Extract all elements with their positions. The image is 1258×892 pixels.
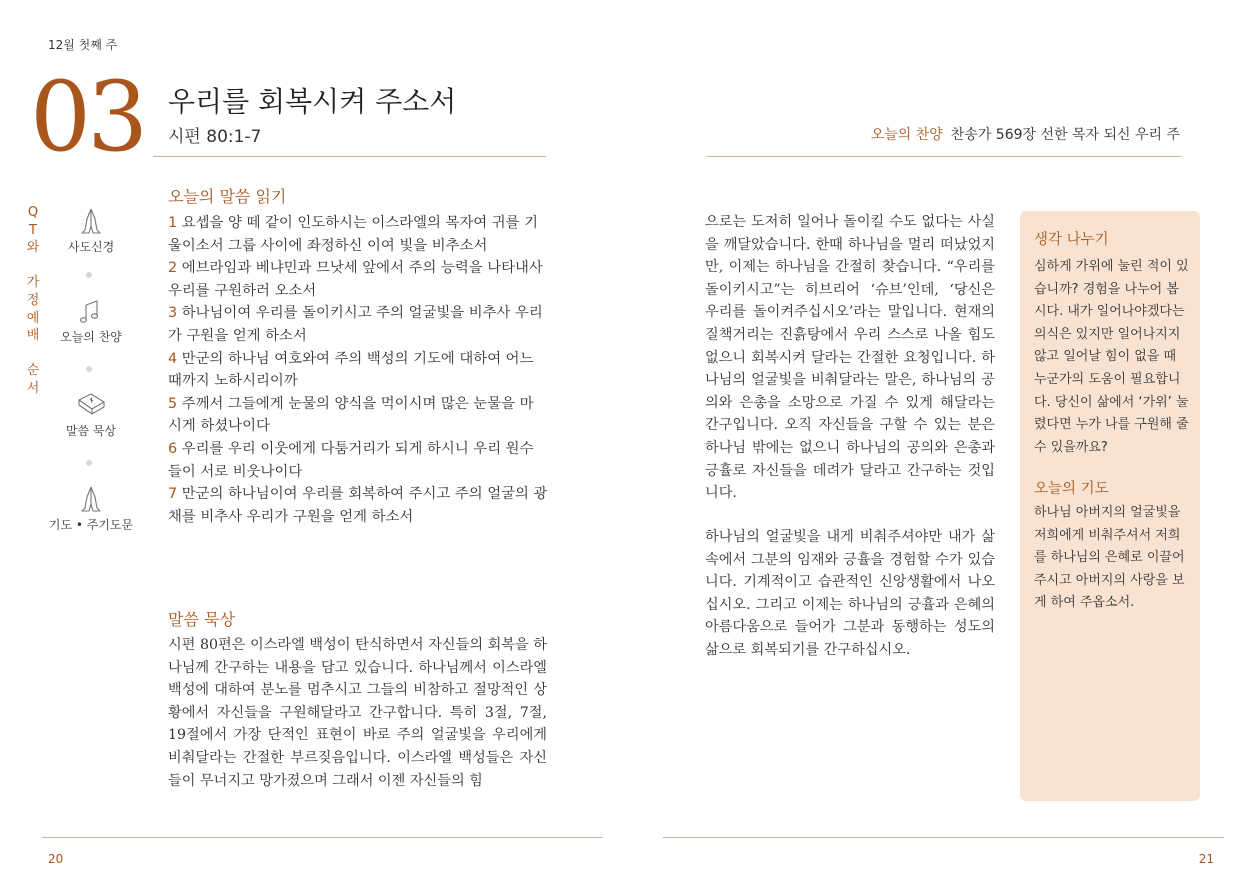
sharing-heading: 생각 나누기 — [1034, 232, 1109, 248]
verse-line: 2 에브라임과 베냐민과 므낫세 앞에서 주의 능력을 나타내사 — [168, 260, 543, 277]
reading-heading: 오늘의 말씀 읽기 — [168, 187, 287, 206]
verse-list — [168, 212, 548, 528]
verse-line: 5 주께서 그들에게 눈물의 양식을 먹이시며 많은 눈물을 마 — [168, 395, 534, 412]
verse-line: 들이 서로 비웃나이다 — [168, 463, 303, 480]
verse-line: 7 만군의 하나님이여 우리를 회복하여 주시고 주의 얼굴의 광 — [168, 486, 548, 503]
meditation-heading: 말씀 묵상 — [168, 610, 235, 629]
day-number: 03 — [30, 61, 145, 173]
sidebar-dot — [86, 272, 92, 278]
sidebar-dot — [86, 366, 92, 372]
verse-line: 가 구원을 얻게 하소서 — [168, 327, 307, 344]
sidebar-item-prayer — [46, 484, 136, 533]
bible-icon — [75, 390, 107, 420]
hymn-label: 오늘의 찬양 — [870, 127, 943, 143]
hymn-line — [871, 124, 1180, 144]
footer-rule-right — [663, 837, 1224, 838]
verse-line: 4 만군의 하나님 여호와여 주의 백성의 기도에 대하여 어느 — [168, 350, 534, 367]
prayer-text: 하나님 아버지의 얼굴빛을 저희에게 비춰주셔서 저희를 하나님의 은혜로 이끌어 주시고 아버지의 사랑을 보게 하여 주옵소서. — [1034, 505, 1185, 611]
header-rule-left — [153, 156, 546, 157]
praying-hands-icon — [76, 206, 106, 236]
verse-line: 우리를 구원하러 오소서 — [168, 282, 317, 299]
sidebar-item-hymn — [46, 296, 136, 345]
prayer-heading: 오늘의 기도 — [1034, 481, 1109, 497]
page-title: 우리를 회복시켜 주소서 — [168, 85, 457, 118]
sidebar-item-meditation — [46, 390, 136, 439]
sidebar-item-label: 말씀 묵상 — [65, 424, 117, 438]
verse-line: 때까지 노하시리이까 — [168, 373, 298, 390]
vertical-label: Q T 와 가 정 예 배 순 서 — [26, 205, 40, 396]
footer-rule-left — [42, 837, 603, 838]
hymn-title: 찬송가 569장 선한 목자 되신 우리 주 — [950, 127, 1180, 143]
scripture-reference: 시편 80:1-7 — [168, 127, 262, 147]
verse-line: 6 우리를 우리 이웃에게 다툼거리가 되게 하시니 우리 원수 — [168, 440, 534, 457]
sidebar-dot — [86, 460, 92, 466]
sidebar-item-label: 사도신경 — [67, 240, 115, 254]
sharing-text: 심하게 가위에 눌린 적이 있습니까? 경험을 나누어 봅시다. 내가 일어나야겠다는 의식은 있지만 일어나지지 않고 일어날 힘이 없을 때 누군가의 도움이 필요합니다. 당신이 삶에서 ‘가위’ 눌렸다면 누가 나를 구원해 줄 수 있을까요? — [1034, 259, 1189, 455]
verse-line: 채를 비추사 우리가 구원을 얻게 하소서 — [168, 508, 414, 525]
meditation-continued-2: 하나님의 얼굴빛을 내게 비춰주셔야만 내가 삶속에서 그분의 임재와 긍휼을 경험할 수가 있습니다. 기계적이고 습관적인 신앙생활에서 나오십시오. 그리고 이제는 하나님의 긍휼과 은혜의 아름다움으로 들어가 그분과 동행하는 성도의 삶으로 회복되기를 간구하십시오. — [705, 529, 995, 658]
page-number-left: 20 — [48, 852, 64, 866]
sidebar-item-label: 오늘의 찬양 — [60, 330, 122, 344]
music-note-icon — [76, 296, 106, 326]
sidebar-item-label: 기도 • 주기도문 — [48, 518, 134, 532]
praying-hands-icon — [76, 484, 106, 514]
verse-line: 1 요셉을 양 떼 같이 인도하시는 이스라엘의 목자여 귀를 기 — [168, 215, 539, 231]
header-rule-right — [707, 156, 1181, 157]
verse-line: 울이소서 그룹 사이에 좌정하신 이여 빛을 비추소서 — [168, 237, 488, 254]
verse-line: 시게 하셨나이다 — [168, 418, 270, 435]
verse-line: 3 하나님이여 우리를 돌이키시고 주의 얼굴빛을 비추사 우리 — [168, 305, 543, 322]
meditation-text: 시편 80편은 이스라엘 백성이 탄식하면서 자신들의 회복을 하나님께 간구하는 내용을 담고 있습니다. 하나님께서 이스라엘 백성에 대하여 분노를 멈추시고 그들의 비참하고 절망적인 상황에서 자신들을 구원해달라고 간구합니다. 특히 3절, 7절, 19절에서 가장 단적인 표현이 바로 주의 얼굴빛을 우리에게 비춰달라는 간절한 부르짖음입니다. 이스라엘 백성들은 자신들이 무너지고 망가졌으며 그래서 이젠 자신들의 힘 — [168, 637, 547, 789]
meditation-continued-1: 으로는 도저히 일어나 돌이킬 수도 없다는 사실을 깨달았습니다. 한때 하나님을 멀리 떠났었지만, 이제는 하나님을 간절히 찾습니다. “우리를 돌이키시고”는 히브리어 ‘슈브’인데, ‘당신은 우리를 돌이켜주십시오’라는 말입니다. 현재의 질책거리는 진흙탕에서 우리 스스로 나올 힘도 없으니 회복시켜 달라는 간절한 요청입니다. 하나님의 얼굴빛을 비춰달라는 말은, 하나님의 공의와 은총을 소망으로 가질 수 있게 해달라는 간구입니다. 오직 자신들을 구할 수 있는 분은 하나님 밖에는 없으니 하나님의 공의와 은총과 긍휼로 자신들을 데려가 달라고 간구하는 것입니다. — [705, 214, 995, 502]
sidebar-item-creed — [46, 206, 136, 255]
page-number-right: 21 — [1198, 852, 1214, 866]
sharing-box — [1020, 211, 1200, 801]
week-label: 12월 첫째 주 — [48, 38, 118, 52]
